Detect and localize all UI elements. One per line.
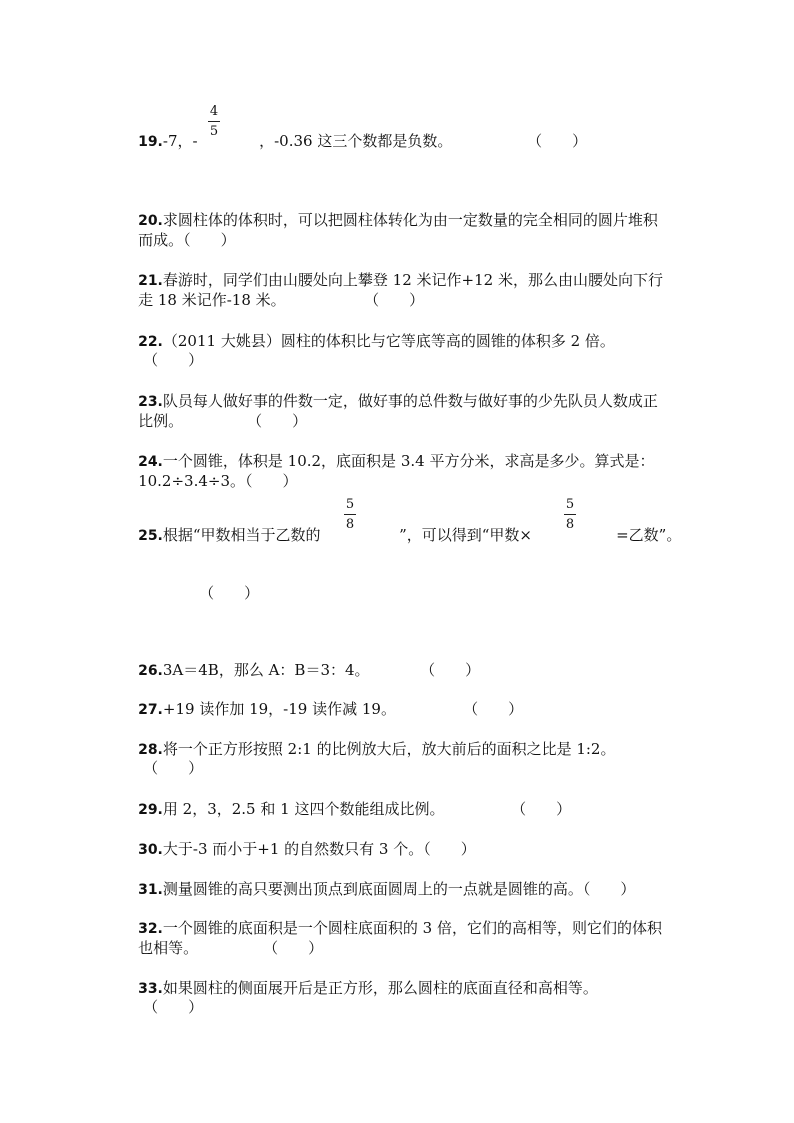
answer-blank-text: （ ） — [463, 700, 524, 718]
question-text: 而成。（ ） — [138, 231, 236, 249]
answer-blank-text: （ ） — [511, 800, 572, 818]
question-text: 将一个正方形按照 2:1 的比例放大后，放大前后的面积之比是 1:2。 — [162, 740, 616, 758]
question-number: 23. — [138, 394, 163, 410]
question-text: 根据“甲数相当于乙数的 — [162, 526, 321, 544]
question-text: ，-0.36 这三个数都是负数。 — [259, 132, 453, 150]
question-number: 33. — [138, 981, 163, 997]
question-number: 31. — [138, 882, 163, 898]
question-24-line2[interactable] — [119, 451, 298, 511]
question-text: =乙数”。 — [616, 526, 682, 544]
question-number: 29. — [138, 802, 163, 818]
question-text: 3A＝4B，那么 A：B＝3：4。 — [162, 661, 370, 679]
answer-blank-text: （ ） — [420, 661, 481, 679]
answer-blank-25[interactable] — [180, 563, 259, 623]
answer-blank-text: （ ） — [199, 584, 260, 602]
answer-blank-33[interactable] — [124, 977, 203, 1037]
question-text: 一个圆锥，体积是 10.2，底面积是 3.4 平方分米，求高是多少。算式是： — [162, 452, 655, 470]
question-25-end — [597, 505, 681, 565]
question-text: 测量圆锥的高只要测出顶点到底面圆周上的一点就是圆锥的高。（ ） — [162, 880, 636, 898]
fraction-five-eighths-2 — [562, 497, 578, 532]
question-text: 队员每人做好事的件数一定，做好事的总件数与做好事的少先队员人数成正 — [162, 392, 658, 410]
question-number: 26. — [138, 663, 163, 679]
question-text: -7，- — [162, 132, 198, 150]
answer-blank-19[interactable] — [508, 111, 587, 171]
question-number: 32. — [138, 921, 163, 937]
question-text: 大于-3 而小于+1 的自然数只有 3 个。（ ） — [162, 840, 476, 858]
question-23 — [119, 371, 658, 432]
question-number: 19. — [138, 134, 163, 150]
fraction-numerator: 5 — [345, 497, 355, 512]
answer-blank-29[interactable] — [492, 779, 571, 839]
question-text: 如果圆柱的侧面展开后是正方形，那么圆柱的底面直径和高相等。 — [162, 979, 598, 997]
question-number: 27. — [138, 702, 163, 718]
fraction-bar — [344, 514, 356, 515]
question-number: 28. — [138, 742, 163, 758]
fraction-denominator: 8 — [565, 517, 575, 532]
question-text: 一个圆锥的底面积是一个圆柱底面积的 3 倍，它们的高相等，则它们的体积 — [162, 919, 662, 937]
fraction-five-eighths-1 — [342, 497, 358, 532]
question-text: ”，可以得到“甲数× — [399, 526, 532, 544]
answer-blank-text: （ ） — [263, 939, 324, 957]
question-text: 春游时，同学们由山腰处向上攀登 12 米记作+12 米，那么由山腰处向下行 — [162, 271, 663, 289]
fraction-denominator: 5 — [209, 124, 219, 139]
fraction-denominator: 8 — [345, 517, 355, 532]
question-19 — [119, 111, 198, 172]
question-number: 24. — [138, 454, 163, 470]
answer-blank-text: （ ） — [143, 759, 204, 777]
question-19-continued — [240, 111, 452, 171]
question-number: 20. — [138, 213, 163, 229]
fraction-bar — [208, 121, 220, 122]
fraction-bar — [564, 514, 576, 515]
question-text: （2011 大姚县）圆柱的体积比与它等底等高的圆锥的体积多 2 倍。 — [162, 332, 615, 350]
fraction-four-fifths — [206, 104, 222, 139]
question-number: 22. — [138, 334, 163, 350]
answer-blank-text: （ ） — [364, 291, 425, 309]
question-25-middle — [380, 505, 532, 565]
question-25 — [119, 505, 321, 566]
question-32 — [119, 898, 662, 959]
answer-blank-text: （ ） — [527, 132, 588, 150]
question-number: 21. — [138, 273, 163, 289]
question-text: +19 读作加 19，-19 读作减 19。 — [162, 700, 396, 718]
question-number: 25. — [138, 528, 163, 544]
fraction-numerator: 4 — [209, 104, 219, 119]
question-text: 走 18 米记作-18 米。 — [138, 291, 286, 309]
question-text: 用 2，3，2.5 和 1 这四个数能组成比例。 — [162, 800, 445, 818]
answer-blank-text: （ ） — [143, 998, 204, 1016]
question-text: 也相等。 — [138, 939, 199, 957]
answer-blank-text: （ ） — [247, 412, 308, 430]
question-text: 求圆柱体的体积时，可以把圆柱体转化为由一定数量的完全相同的圆片堆积 — [162, 211, 658, 229]
question-text: 比例。 — [138, 412, 184, 430]
question-number: 30. — [138, 842, 163, 858]
question-text: 10.2÷3.4÷3。（ ） — [138, 472, 298, 490]
fraction-numerator: 5 — [565, 497, 575, 512]
answer-blank-text: （ ） — [143, 351, 204, 369]
